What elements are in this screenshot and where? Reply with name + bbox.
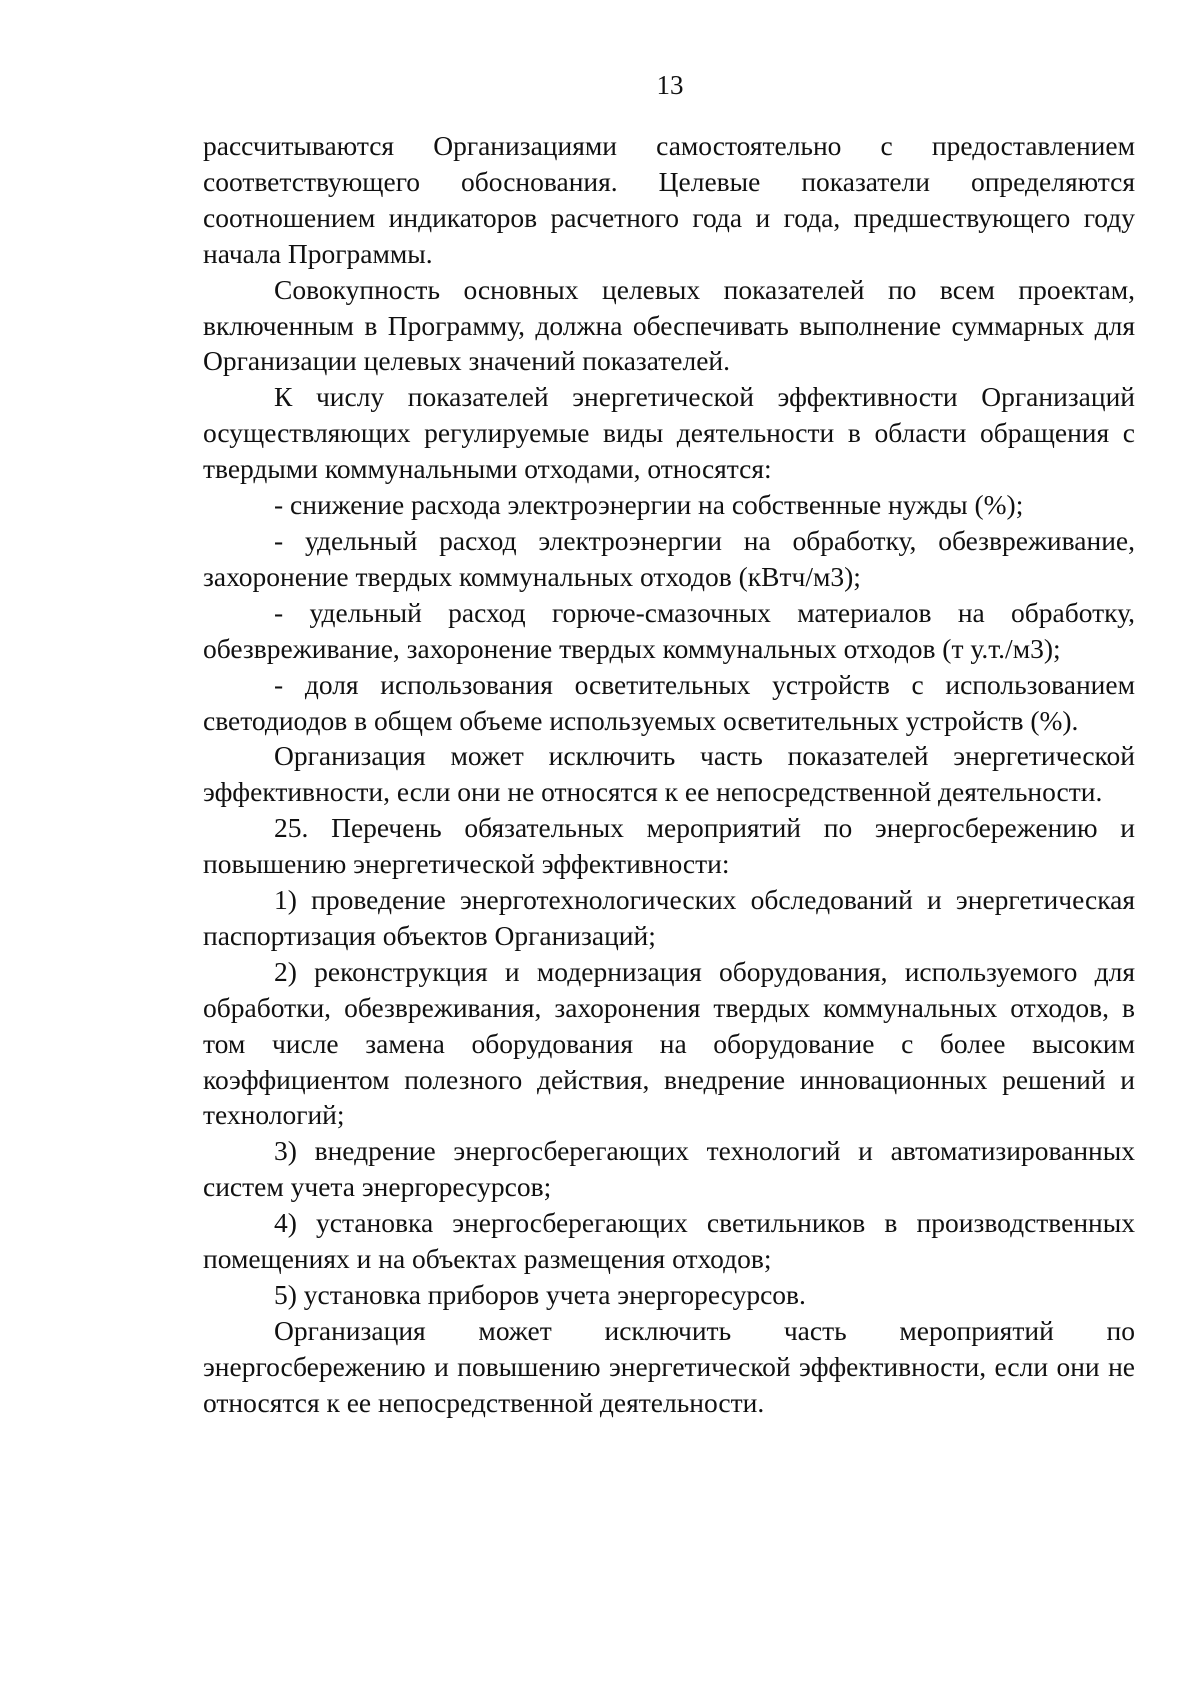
list-item-indicator-1: - снижение расхода электроэнергии на собственные нужды (%); (274, 489, 1024, 521)
page-number: 13 (656, 70, 684, 100)
list-item-indicator-4: - доля использования осветительных устройств с использованием светодиодов в общем объеме используемых осветительных устройств (%). (203, 668, 1135, 736)
list-item-measure-2: 2) реконструкция и модернизация оборудования, используемого для обработки, обезвреживания, захоронения твердых коммунальных отходов, в том числе замена оборудования на оборудование с более высоким коэффициентом полезного действия, внедрение инновационных решений и технологий; (203, 955, 1135, 1131)
paragraph-target-indicators: Совокупность основных целевых показателей по всем проектам, включенным в Программу, должна обеспечивать выполнение суммарных для Организации целевых значений показателей. (203, 273, 1135, 377)
paragraph-exclude-measures: Организация может исключить часть мероприятий по энергосбережению и повышению энергетической эффективности, если они не относятся к ее непосредственной деятельности. (203, 1314, 1135, 1418)
list-item-indicator-3: - удельный расход горюче-смазочных материалов на обработку, обезвреживание, захоронение твердых коммунальных отходов (т у.т./м3); (203, 596, 1135, 664)
list-item-measure-1: 1) проведение энерготехнологических обследований и энергетическая паспортизация объектов Организаций; (203, 884, 1135, 951)
list-item-indicator-2: - удельный расход электроэнергии на обработку, обезвреживание, захоронение твердых коммунальных отходов (кВтч/м3); (203, 524, 1135, 592)
paragraph-section-25: 25. Перечень обязательных мероприятий по энергосбережению и повышению энергетической эффективности: (203, 812, 1135, 880)
document-body (203, 128, 1135, 1421)
list-item-measure-3: 3) внедрение энергосберегающих технологий и автоматизированных систем учета энергоресурсов; (203, 1135, 1135, 1203)
paragraph-efficiency-indicators-intro: К числу показателей энергетической эффективности Организаций осуществляющих регулируемые виды деятельности в области обращения с твердыми коммунальными отходами, относятся: (203, 381, 1135, 485)
paragraph-continuation: рассчитываются Организациями самостоятельно с предоставлением соответствующего обоснования. Целевые показатели определяются соотношением индикаторов расчетного года и года, предшествующего году начала Программы. (203, 130, 1135, 269)
list-item-measure-5: 5) установка приборов учета энергоресурсов. (274, 1279, 806, 1310)
list-item-measure-4: 4) установка энергосберегающих светильников в производственных помещениях и на объектах размещения отходов; (203, 1207, 1135, 1275)
paragraph-exclude-indicators: Организация может исключить часть показателей энергетической эффективности, если они не относятся к ее непосредственной деятельности. (203, 740, 1135, 808)
